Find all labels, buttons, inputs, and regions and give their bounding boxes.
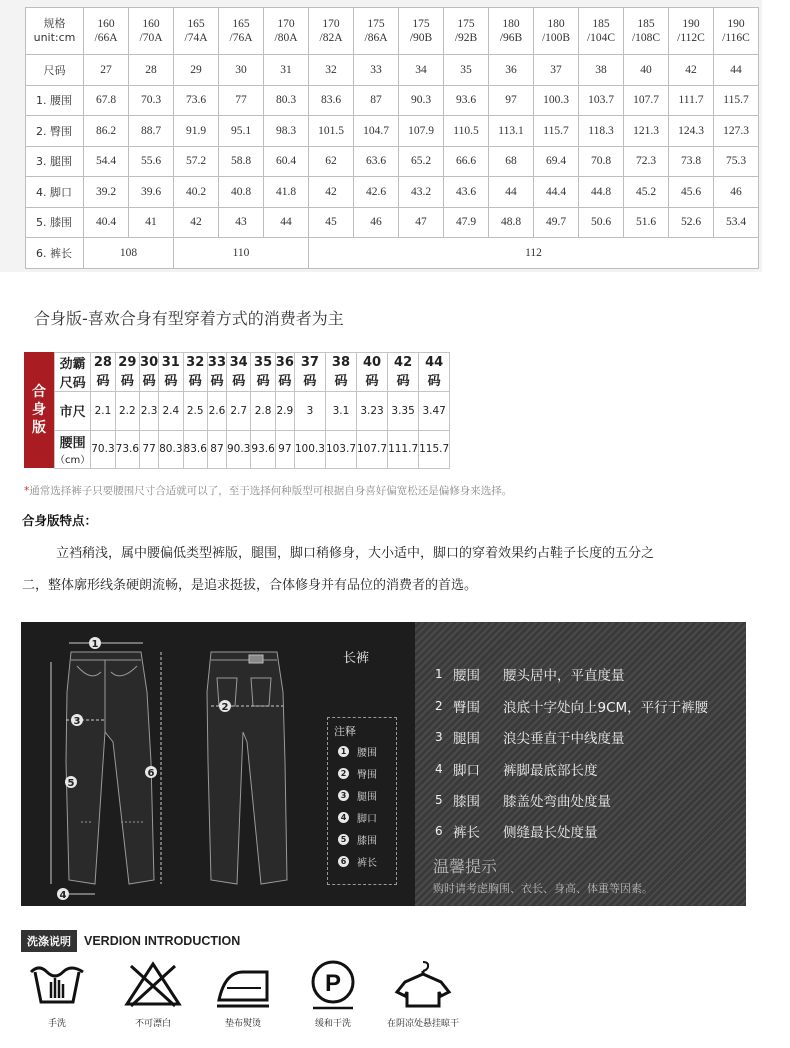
size-value-cell: 93.6 bbox=[444, 85, 489, 116]
size-value-cell: 73.6 bbox=[174, 85, 219, 116]
measure-desc: 裤脚最底部长度 bbox=[503, 763, 598, 779]
size-spec-cell bbox=[264, 8, 309, 55]
size-value-cell: 80.3 bbox=[264, 85, 309, 116]
size-value-cell: 107.7 bbox=[624, 85, 669, 116]
size-value-cell: 47.9 bbox=[444, 207, 489, 238]
feature-paragraph-line1: 立裆稍浅，属中腰偏低类型裤版，腿围，脚口稍修身，大小适中，脚口的穿着效果约占鞋子长度的五分之 bbox=[56, 546, 655, 561]
waist-cell: 90.3 bbox=[227, 430, 251, 469]
measure-num: 2 bbox=[435, 699, 443, 713]
hang-dry-shade-icon bbox=[393, 958, 453, 1010]
size-spec-line: 175 bbox=[412, 18, 430, 30]
size-value-cell: 87 bbox=[354, 85, 399, 116]
waist-cell: 87 bbox=[207, 430, 226, 469]
size-spec-cell bbox=[444, 8, 489, 55]
measure-part: 臀围 bbox=[453, 700, 480, 716]
shichi-cell: 3.23 bbox=[357, 392, 388, 431]
shichi-cell: 2.6 bbox=[207, 392, 226, 431]
panel-title: 长裤 bbox=[343, 651, 370, 666]
size-value-cell: 121.3 bbox=[624, 116, 669, 147]
size-value-cell: 90.3 bbox=[399, 85, 444, 116]
fit-side-label bbox=[24, 352, 54, 468]
waist-label bbox=[55, 430, 91, 469]
size-spec-cell bbox=[354, 8, 399, 55]
legend-box bbox=[327, 717, 397, 885]
size-value-cell: 107.9 bbox=[399, 116, 444, 147]
size-code-cell: 35 bbox=[444, 55, 489, 86]
measure-item bbox=[435, 821, 598, 841]
care-label: 不可漂白 bbox=[134, 1019, 171, 1029]
size-spec-line: /76A bbox=[229, 32, 253, 44]
size-spec-line: 180 bbox=[547, 18, 565, 30]
hand-wash-icon bbox=[27, 958, 87, 1010]
waist-cell: 73.6 bbox=[115, 430, 139, 469]
size-value-cell: 68 bbox=[489, 146, 534, 177]
size-value-cell: 41 bbox=[129, 207, 174, 238]
brand-size-cell: 30码 bbox=[140, 353, 159, 392]
legend-item bbox=[338, 788, 377, 803]
size-value-cell: 111.7 bbox=[669, 85, 714, 116]
shichi-cell: 2.1 bbox=[91, 392, 115, 431]
size-value-cell: 97 bbox=[489, 85, 534, 116]
shichi-cell: 3.35 bbox=[388, 392, 419, 431]
care-label: 在阴凉处悬挂晾干 bbox=[386, 1019, 459, 1029]
size-code-cell: 30 bbox=[219, 55, 264, 86]
size-value-cell: 127.3 bbox=[714, 116, 759, 147]
size-spec-cell bbox=[309, 8, 354, 55]
legend-label: 裤长 bbox=[357, 858, 377, 869]
size-spec-line: /66A bbox=[94, 32, 118, 44]
size-value-cell: 46 bbox=[354, 207, 399, 238]
size-value-cell: 60.4 bbox=[264, 146, 309, 177]
shichi-cell: 3.47 bbox=[419, 392, 450, 431]
size-value-cell: 110.5 bbox=[444, 116, 489, 147]
waist-cell: 77 bbox=[140, 430, 159, 469]
size-value-cell: 42 bbox=[174, 207, 219, 238]
fit-heading: 合身版-喜欢合身有型穿着方式的消费者为主 bbox=[34, 309, 344, 328]
size-code-cell: 27 bbox=[84, 55, 129, 86]
length-cell: 112 bbox=[309, 238, 759, 269]
fit-table bbox=[54, 352, 450, 469]
marker-4: 4 bbox=[59, 890, 67, 901]
waist-cell: 80.3 bbox=[159, 430, 183, 469]
measure-item bbox=[435, 790, 611, 810]
size-code-label: 尺码 bbox=[26, 55, 84, 86]
waist-cell: 100.3 bbox=[294, 430, 325, 469]
legend-num: 3 bbox=[338, 790, 349, 801]
size-value-cell: 103.7 bbox=[579, 85, 624, 116]
tip-title: 温馨提示 bbox=[433, 857, 498, 876]
brand-size-cell: 44码 bbox=[419, 353, 450, 392]
size-value-cell: 40.2 bbox=[174, 177, 219, 208]
svg-text:P: P bbox=[324, 970, 342, 997]
size-code-cell: 28 bbox=[129, 55, 174, 86]
waist-cell: 115.7 bbox=[419, 430, 450, 469]
size-spec-line: 175 bbox=[457, 18, 475, 30]
marker-2: 2 bbox=[221, 702, 229, 713]
size-value-cell: 98.3 bbox=[264, 116, 309, 147]
size-spec-line: 170 bbox=[322, 18, 340, 30]
brand-size-cell: 32码 bbox=[183, 353, 207, 392]
care-no-bleach bbox=[122, 958, 184, 1029]
waist-row-label: 1. 腰围 bbox=[26, 85, 84, 116]
size-value-cell: 77 bbox=[219, 85, 264, 116]
shichi-cell: 2.7 bbox=[227, 392, 251, 431]
care-label: 缓和干洗 bbox=[314, 1019, 351, 1029]
care-label: 手洗 bbox=[47, 1019, 66, 1029]
size-spec-cell bbox=[714, 8, 759, 55]
fit-note bbox=[24, 483, 512, 498]
shichi-cell: 2.2 bbox=[115, 392, 139, 431]
waist-cell: 83.6 bbox=[183, 430, 207, 469]
size-value-cell: 100.3 bbox=[534, 85, 579, 116]
waist-cell: 107.7 bbox=[357, 430, 388, 469]
measure-desc: 侧缝最长处度量 bbox=[503, 825, 598, 841]
legend-item bbox=[338, 832, 377, 847]
size-value-cell: 83.6 bbox=[309, 85, 354, 116]
measure-desc: 浪底十字处向上9CM，平行于裤腰 bbox=[503, 700, 709, 716]
size-value-cell: 72.3 bbox=[624, 146, 669, 177]
hip-row-label: 2. 臀围 bbox=[26, 116, 84, 147]
size-value-cell: 44 bbox=[489, 177, 534, 208]
spec-header-cell bbox=[26, 8, 84, 55]
measure-instructions bbox=[415, 622, 746, 906]
size-value-cell: 95.1 bbox=[219, 116, 264, 147]
size-value-cell: 40.4 bbox=[84, 207, 129, 238]
size-value-cell: 115.7 bbox=[534, 116, 579, 147]
brand-size-cell: 28码 bbox=[91, 353, 115, 392]
size-spec-cell bbox=[129, 8, 174, 55]
measure-desc: 浪尖垂直于中线度量 bbox=[503, 731, 625, 747]
marker-6: 6 bbox=[147, 768, 155, 779]
shichi-cell: 2.5 bbox=[183, 392, 207, 431]
feature-title: 合身版特点： bbox=[22, 513, 98, 528]
size-value-cell: 44 bbox=[264, 207, 309, 238]
brand-size-cell: 36码 bbox=[275, 353, 294, 392]
care-hand-wash bbox=[26, 958, 88, 1029]
measure-part: 膝围 bbox=[453, 794, 480, 810]
size-value-cell: 46 bbox=[714, 177, 759, 208]
size-spec-line: 170 bbox=[277, 18, 295, 30]
size-spec-line: 165 bbox=[187, 18, 205, 30]
shichi-cell: 2.9 bbox=[275, 392, 294, 431]
size-value-cell: 118.3 bbox=[579, 116, 624, 147]
size-chart-table bbox=[25, 7, 759, 269]
waist-unit: （cm） bbox=[55, 454, 91, 466]
shichi-cell: 2.4 bbox=[159, 392, 183, 431]
shichi-cell: 2.8 bbox=[251, 392, 275, 431]
size-value-cell: 42 bbox=[309, 177, 354, 208]
shichi-cell: 3.1 bbox=[325, 392, 356, 431]
side-char: 身 bbox=[32, 402, 46, 418]
size-value-cell: 50.6 bbox=[579, 207, 624, 238]
note-text: 通常选择裤子只要腰围尺寸合适就可以了，至于选择何种版型可根据自身喜好偏宽松还是偏修身来选择。 bbox=[29, 485, 513, 497]
side-char: 合 bbox=[32, 384, 46, 400]
legend-item bbox=[338, 744, 377, 759]
note-star: * bbox=[24, 485, 30, 497]
size-value-cell: 39.6 bbox=[129, 177, 174, 208]
size-value-cell: 53.4 bbox=[714, 207, 759, 238]
size-value-cell: 52.6 bbox=[669, 207, 714, 238]
measure-num: 5 bbox=[435, 793, 443, 807]
size-spec-cell bbox=[669, 8, 714, 55]
care-label: 垫布熨烫 bbox=[224, 1019, 261, 1029]
measure-item bbox=[435, 759, 598, 779]
size-spec-cell bbox=[219, 8, 264, 55]
size-spec-line: /92B bbox=[454, 32, 478, 44]
size-code-cell: 32 bbox=[309, 55, 354, 86]
size-value-cell: 73.8 bbox=[669, 146, 714, 177]
measure-num: 3 bbox=[435, 730, 443, 744]
brand-size-cell: 42码 bbox=[388, 353, 419, 392]
measure-item bbox=[435, 727, 625, 747]
size-value-cell: 44.8 bbox=[579, 177, 624, 208]
size-spec-line: 185 bbox=[592, 18, 610, 30]
size-value-cell: 48.8 bbox=[489, 207, 534, 238]
size-value-cell: 113.1 bbox=[489, 116, 534, 147]
legend-num: 4 bbox=[338, 812, 349, 823]
size-spec-cell bbox=[84, 8, 129, 55]
size-code-cell: 34 bbox=[399, 55, 444, 86]
waist-cell: 97 bbox=[275, 430, 294, 469]
size-code-cell: 29 bbox=[174, 55, 219, 86]
size-spec-line: /74A bbox=[184, 32, 208, 44]
shichi-cell: 3 bbox=[294, 392, 325, 431]
gentle-dry-clean-icon bbox=[303, 958, 363, 1010]
marker-1: 1 bbox=[91, 639, 99, 650]
care-header bbox=[21, 930, 240, 952]
brand-size-cell: 35码 bbox=[251, 353, 275, 392]
marker-5: 5 bbox=[67, 778, 75, 789]
legend-item bbox=[338, 766, 377, 781]
brand-size-cell: 29码 bbox=[115, 353, 139, 392]
size-value-cell: 91.9 bbox=[174, 116, 219, 147]
legend-num: 6 bbox=[338, 856, 349, 867]
size-value-cell: 86.2 bbox=[84, 116, 129, 147]
shichi-cell: 2.3 bbox=[140, 392, 159, 431]
size-value-cell: 45.6 bbox=[669, 177, 714, 208]
size-value-cell: 43 bbox=[219, 207, 264, 238]
size-spec-cell bbox=[579, 8, 624, 55]
measure-part: 脚口 bbox=[453, 763, 480, 779]
measure-desc: 腰头居中，平直度量 bbox=[503, 668, 625, 684]
size-value-cell: 67.8 bbox=[84, 85, 129, 116]
brand-size-cell: 34码 bbox=[227, 353, 251, 392]
size-value-cell: 40.8 bbox=[219, 177, 264, 208]
legend-label: 腿围 bbox=[357, 792, 377, 803]
size-code-cell: 44 bbox=[714, 55, 759, 86]
size-spec-line: 160 bbox=[142, 18, 160, 30]
size-value-cell: 88.7 bbox=[129, 116, 174, 147]
size-spec-line: 190 bbox=[727, 18, 745, 30]
size-spec-cell bbox=[489, 8, 534, 55]
marker-3: 3 bbox=[73, 716, 81, 727]
size-value-cell: 43.2 bbox=[399, 177, 444, 208]
size-spec-line: 190 bbox=[682, 18, 700, 30]
size-value-cell: 55.6 bbox=[129, 146, 174, 177]
measure-num: 4 bbox=[435, 762, 443, 776]
size-spec-line: /112C bbox=[677, 32, 705, 44]
size-spec-line: 185 bbox=[637, 18, 655, 30]
legend-label: 脚口 bbox=[357, 814, 377, 825]
size-value-cell: 66.6 bbox=[444, 146, 489, 177]
size-spec-line: /104C bbox=[586, 32, 616, 44]
size-spec-line: 180 bbox=[502, 18, 520, 30]
waist-cell: 111.7 bbox=[388, 430, 419, 469]
size-spec-cell bbox=[624, 8, 669, 55]
legend-item bbox=[338, 854, 377, 869]
brand-size-cell: 33码 bbox=[207, 353, 226, 392]
size-value-cell: 104.7 bbox=[354, 116, 399, 147]
thigh-row-label: 3. 腿围 bbox=[26, 146, 84, 177]
measure-num: 1 bbox=[435, 667, 443, 681]
measurement-panel bbox=[21, 622, 746, 906]
size-value-cell: 70.8 bbox=[579, 146, 624, 177]
measure-desc: 膝盖处弯曲处度量 bbox=[503, 794, 611, 810]
size-code-cell: 38 bbox=[579, 55, 624, 86]
waist-cell: 93.6 bbox=[251, 430, 275, 469]
size-value-cell: 57.2 bbox=[174, 146, 219, 177]
size-value-cell: 43.6 bbox=[444, 177, 489, 208]
size-spec-line: /108C bbox=[631, 32, 661, 44]
size-spec-cell bbox=[399, 8, 444, 55]
spec-label: 规格 bbox=[43, 17, 66, 30]
legend-num: 1 bbox=[338, 746, 349, 757]
size-code-cell: 36 bbox=[489, 55, 534, 86]
pants-diagram bbox=[21, 622, 321, 906]
size-value-cell: 45.2 bbox=[624, 177, 669, 208]
brand-size-cell: 31码 bbox=[159, 353, 183, 392]
size-value-cell: 62 bbox=[309, 146, 354, 177]
size-chart-section bbox=[0, 0, 762, 272]
legend-num: 5 bbox=[338, 834, 349, 845]
measure-part: 腰围 bbox=[453, 668, 480, 684]
size-value-cell: 41.8 bbox=[264, 177, 309, 208]
care-title: VERDION INTRODUCTION bbox=[84, 934, 241, 948]
size-spec-line: 165 bbox=[232, 18, 250, 30]
waist-cell: 103.7 bbox=[325, 430, 356, 469]
size-value-cell: 42.6 bbox=[354, 177, 399, 208]
care-hang-dry bbox=[376, 958, 470, 1029]
hem-row-label: 4. 脚口 bbox=[26, 177, 84, 208]
legend-label: 腰围 bbox=[357, 748, 377, 759]
length-cell: 110 bbox=[174, 238, 309, 269]
size-value-cell: 115.7 bbox=[714, 85, 759, 116]
measure-part: 腿围 bbox=[453, 731, 480, 747]
brand-size-label: 劲霸尺码 bbox=[55, 353, 91, 392]
size-spec-line: /90B bbox=[409, 32, 433, 44]
size-code-cell: 31 bbox=[264, 55, 309, 86]
size-value-cell: 39.2 bbox=[84, 177, 129, 208]
length-row-label: 6. 裤长 bbox=[26, 238, 84, 269]
measure-num: 6 bbox=[435, 824, 443, 838]
size-value-cell: 63.6 bbox=[354, 146, 399, 177]
size-value-cell: 44.4 bbox=[534, 177, 579, 208]
size-value-cell: 58.8 bbox=[219, 146, 264, 177]
feature-paragraph-line2: 二，整体廓形线条硬朗流畅，是追求挺拔，合体修身并有品位的消费者的首选。 bbox=[22, 578, 478, 593]
size-value-cell: 47 bbox=[399, 207, 444, 238]
size-spec-line: /82A bbox=[319, 32, 343, 44]
size-value-cell: 70.3 bbox=[129, 85, 174, 116]
size-value-cell: 69.4 bbox=[534, 146, 579, 177]
size-value-cell: 49.7 bbox=[534, 207, 579, 238]
waist-label-text: 腰围 bbox=[59, 435, 86, 451]
size-code-cell: 33 bbox=[354, 55, 399, 86]
size-spec-cell bbox=[534, 8, 579, 55]
measure-part: 裤长 bbox=[453, 825, 480, 841]
size-spec-line: /70A bbox=[139, 32, 163, 44]
measure-item bbox=[435, 664, 625, 684]
size-spec-cell bbox=[174, 8, 219, 55]
size-value-cell: 101.5 bbox=[309, 116, 354, 147]
knee-row-label: 5. 膝围 bbox=[26, 207, 84, 238]
brand-size-cell: 37码 bbox=[294, 353, 325, 392]
brand-size-cell: 40码 bbox=[357, 353, 388, 392]
size-code-cell: 40 bbox=[624, 55, 669, 86]
waist-cell: 70.3 bbox=[91, 430, 115, 469]
size-spec-line: /80A bbox=[274, 32, 298, 44]
care-dry-clean bbox=[298, 958, 368, 1029]
size-code-cell: 37 bbox=[534, 55, 579, 86]
size-value-cell: 65.2 bbox=[399, 146, 444, 177]
legend-title: 注释 bbox=[334, 725, 356, 738]
size-spec-line: /116C bbox=[722, 32, 750, 44]
unit-label: unit:cm bbox=[33, 31, 76, 44]
size-spec-line: 175 bbox=[367, 18, 385, 30]
size-value-cell: 75.3 bbox=[714, 146, 759, 177]
tip-text: 购时请考虑胸围、衣长、身高、体重等因素。 bbox=[433, 882, 653, 895]
size-spec-line: /86A bbox=[364, 32, 388, 44]
side-char: 版 bbox=[32, 420, 46, 436]
care-iron bbox=[212, 958, 274, 1029]
legend-item bbox=[338, 810, 377, 825]
size-value-cell: 54.4 bbox=[84, 146, 129, 177]
brand-size-cell: 38码 bbox=[325, 353, 356, 392]
size-spec-line: /96B bbox=[499, 32, 523, 44]
care-tag: 洗涤说明 bbox=[21, 930, 77, 952]
size-spec-line: /100B bbox=[541, 32, 571, 44]
size-value-cell: 51.6 bbox=[624, 207, 669, 238]
no-bleach-icon bbox=[123, 958, 183, 1010]
size-value-cell: 124.3 bbox=[669, 116, 714, 147]
iron-with-cloth-icon bbox=[213, 958, 273, 1010]
size-spec-line: 160 bbox=[97, 18, 115, 30]
size-code-cell: 42 bbox=[669, 55, 714, 86]
size-value-cell: 45 bbox=[309, 207, 354, 238]
legend-label: 膝围 bbox=[357, 836, 377, 847]
legend-num: 2 bbox=[338, 768, 349, 779]
length-cell: 108 bbox=[84, 238, 174, 269]
measure-item bbox=[435, 696, 708, 716]
legend-label: 臀围 bbox=[357, 770, 377, 781]
shichi-label: 市尺 bbox=[55, 392, 91, 431]
